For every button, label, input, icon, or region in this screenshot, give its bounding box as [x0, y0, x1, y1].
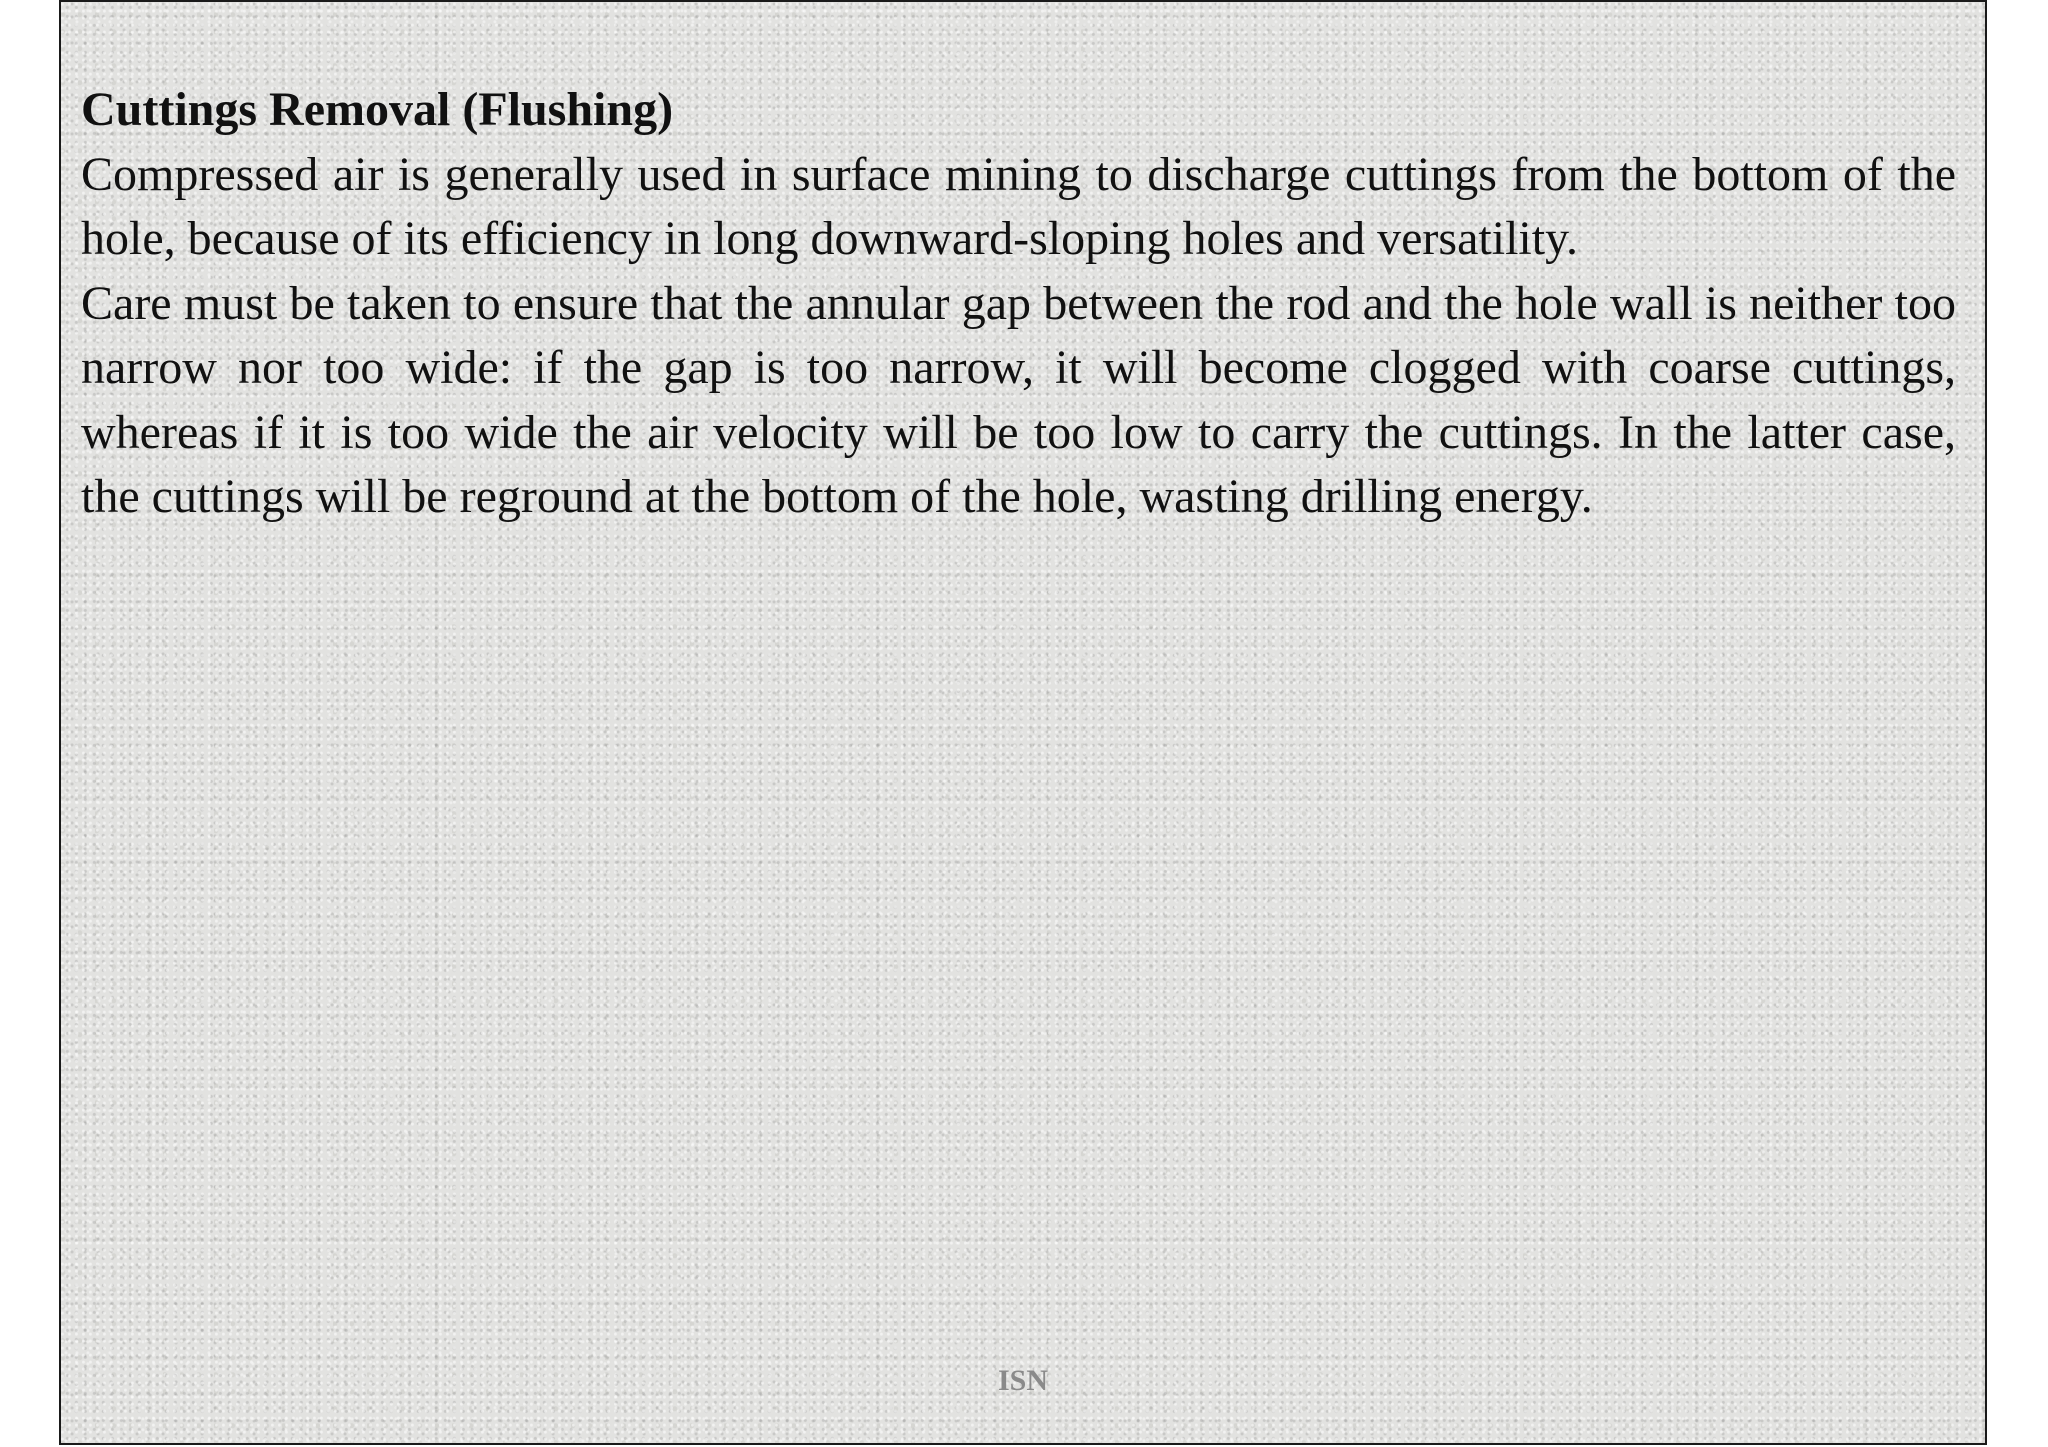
slide-page: [59, 0, 1987, 1445]
slide-content: [81, 78, 1956, 530]
paragraph-annular-gap: Care must be taken to ensure that the annular gap between the rod and the hole wall is neither too narrow nor too wide: if the gap is too narrow, it will become clogged with coarse cuttings, whereas if it is too wide the air velocity will be too low to carry the cuttings. In the latter case, the cuttings will be reground at the bottom of the hole, wasting drilling energy.: [81, 276, 1956, 523]
footer-label: ISN: [997, 1364, 1049, 1397]
slide-heading: Cuttings Removal (Flushing): [81, 83, 674, 136]
paragraph-flushing-intro: Compressed air is generally used in surface mining to discharge cuttings from the bottom of the hole, because of its efficiency in long downward-sloping holes and versatility.: [81, 147, 1956, 265]
